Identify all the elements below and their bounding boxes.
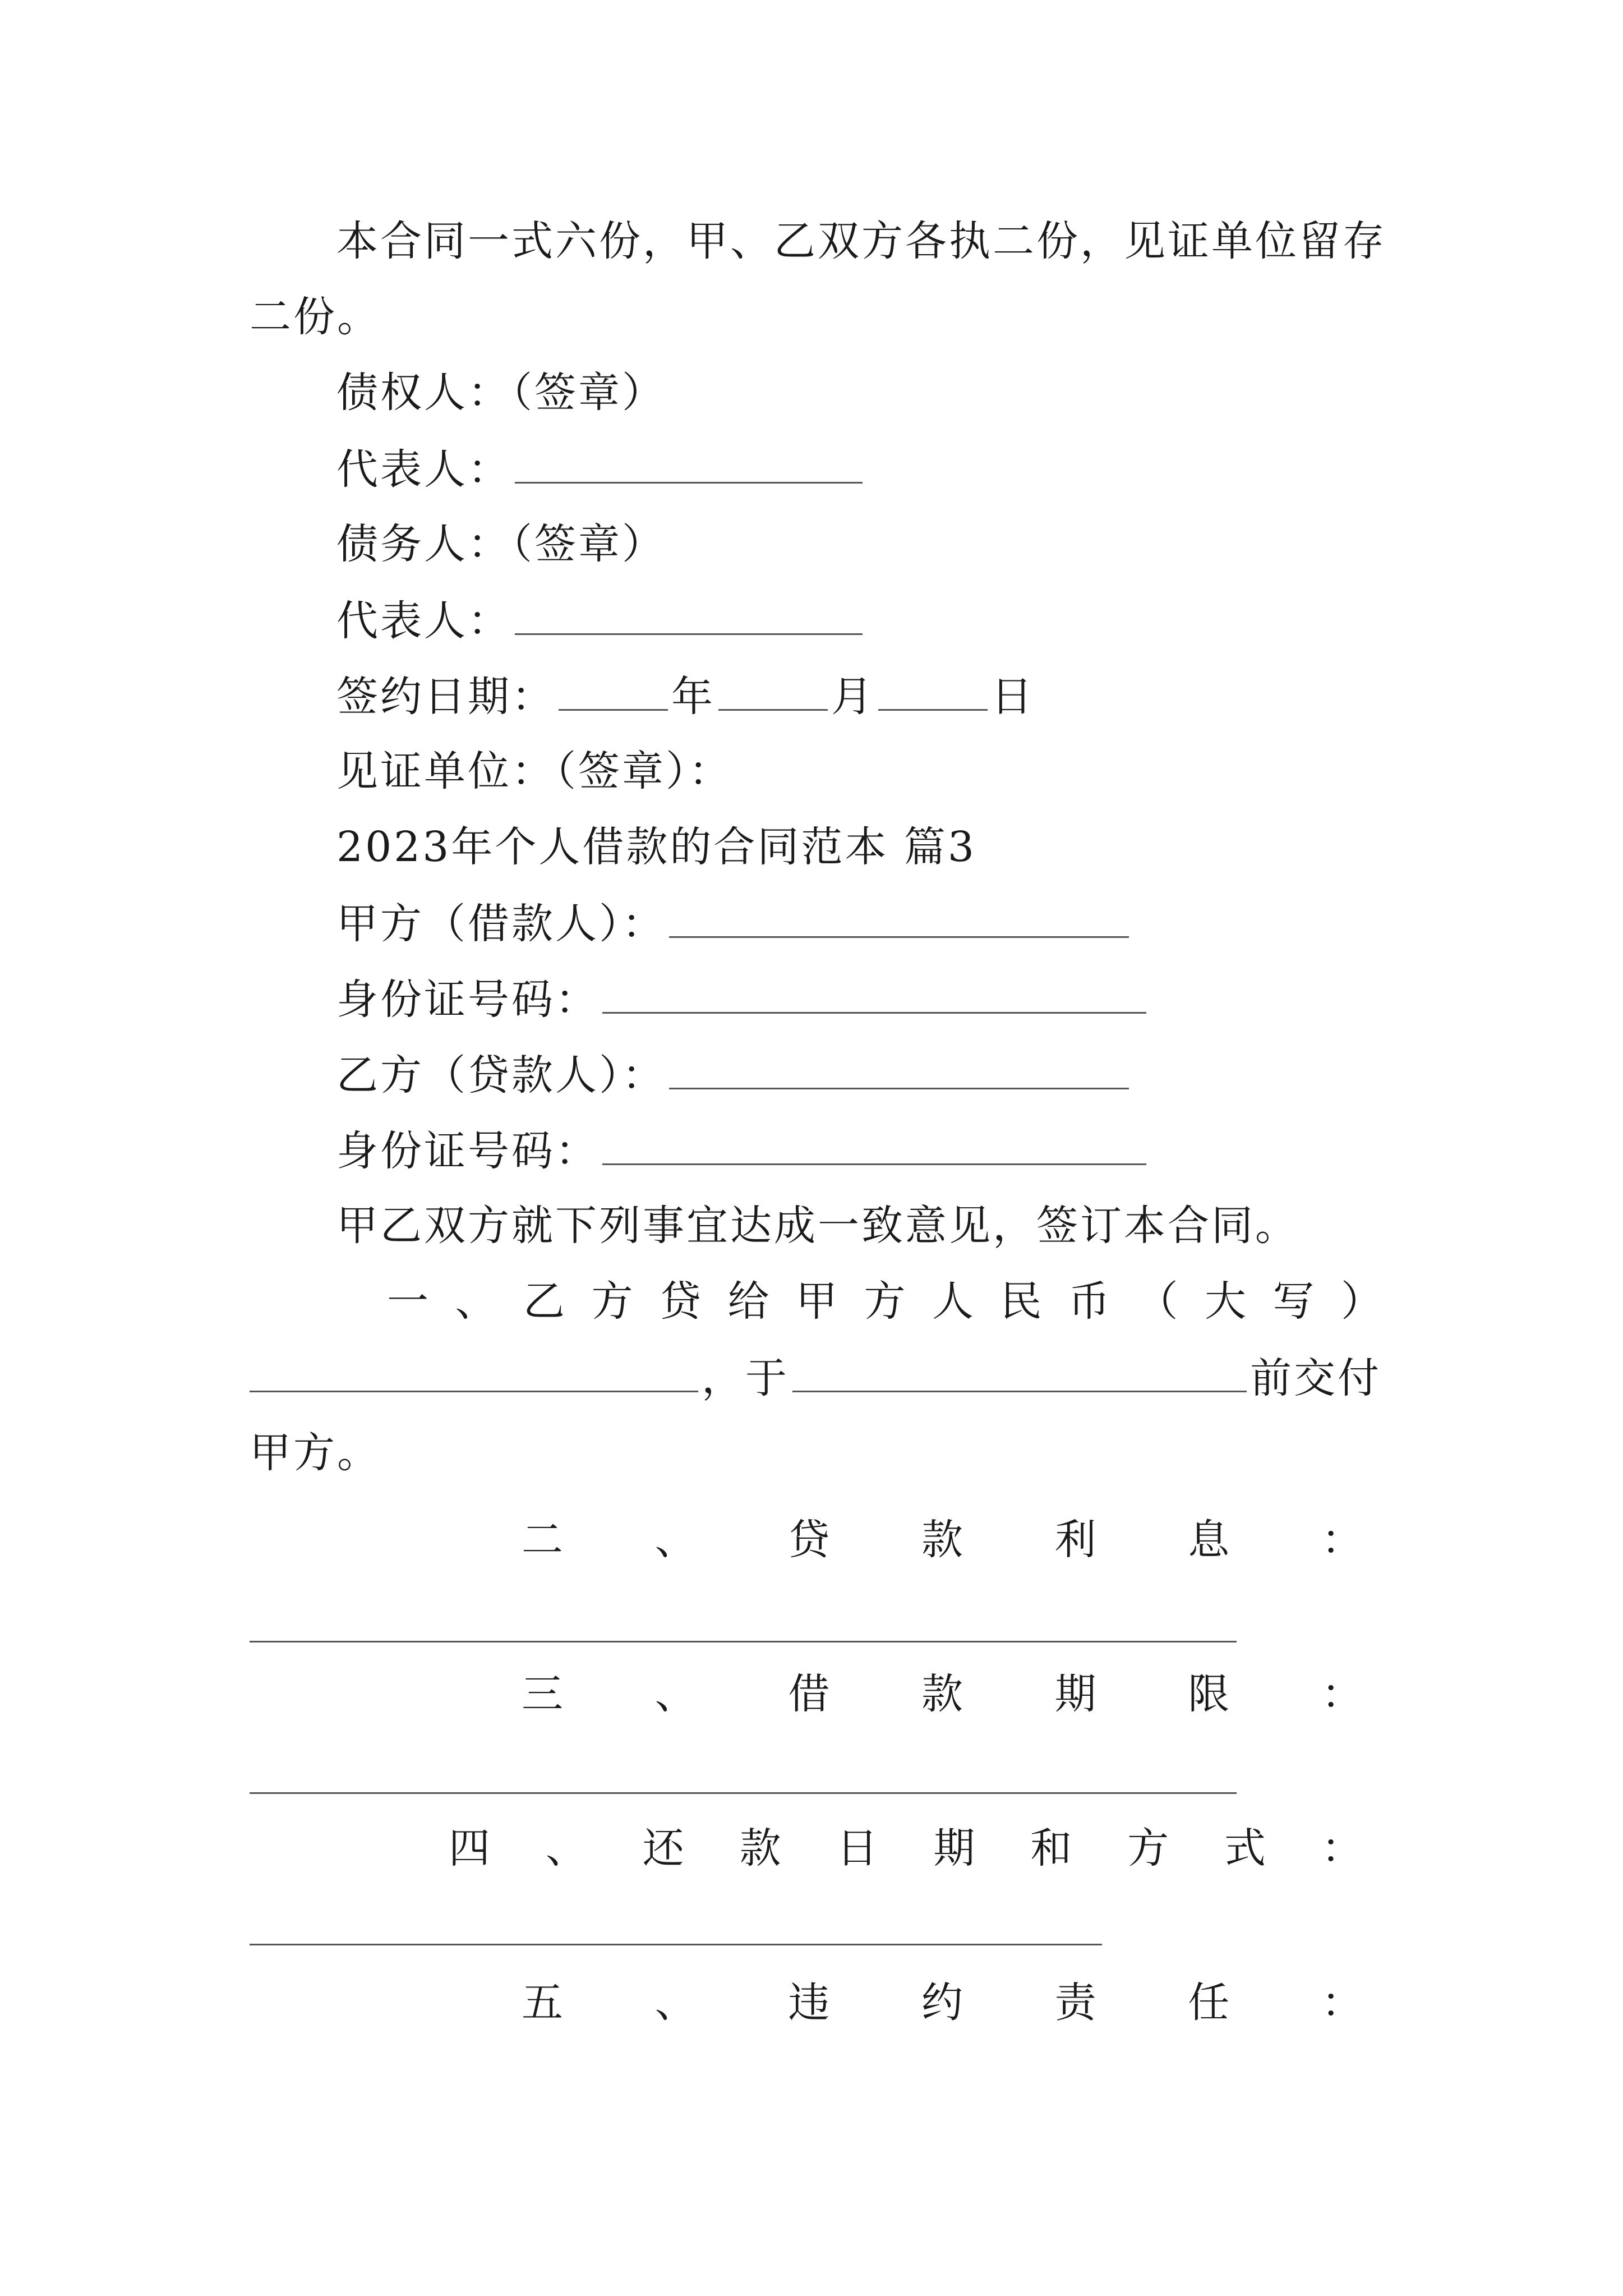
id-a-line [336,970,1150,1028]
clause-2-char: 二 [522,1516,563,1564]
clause-2-heading [522,1512,1363,1568]
clause-4-char: 期 [933,1824,975,1872]
clause-1-char: 民 [1000,1277,1042,1326]
id-a-blank [602,970,1146,1014]
clause-4-blank [250,1944,1102,1945]
clause-5-char: 违 [788,1978,830,2027]
clause-2-blank [250,1641,1237,1642]
clause-1-char: 写 [1272,1277,1315,1326]
clause-5-char: ： [1321,1978,1363,2027]
debtor-rep-label: 代表人： [336,597,511,645]
party-b-line [336,1046,1132,1103]
clause-1-char: 人 [932,1277,974,1326]
party-b-blank [669,1046,1129,1089]
party-a-blank [669,895,1129,938]
clause-5-char: 五 [522,1978,563,2027]
clause-4-char: 、 [545,1824,587,1872]
clause-2-char: ： [1321,1516,1363,1564]
clause-4-heading [449,1820,1363,1876]
party-a-line [336,895,1132,952]
clause-1-before: 前交付 [1250,1354,1381,1402]
clause-1-line-1 [387,1273,1382,1329]
clause-4-char: ： [1321,1824,1363,1872]
year-label: 年 [671,673,715,721]
party-a-label: 甲方（借款人）： [336,900,666,948]
debtor-representative [336,592,866,649]
clause-1-char: 、 [455,1277,497,1326]
clause-1-char: 贷 [660,1277,701,1326]
clause-1-char: 方 [864,1277,906,1326]
clause-1-char: 给 [727,1277,769,1326]
month-blank [718,668,828,711]
creditor-rep-blank [515,440,863,484]
clause-4-char: 式 [1224,1824,1266,1872]
sign-date [336,668,1035,725]
id-a-label: 身份证号码： [336,976,599,1024]
clause-5-char: 、 [654,1978,697,2027]
clause-5-heading [522,1975,1363,2031]
clause-4-char: 和 [1030,1824,1072,1872]
clause-2-char: 贷 [788,1516,830,1564]
clause-1-line-3: 甲方。 [250,1429,381,1477]
clause-2-char: 、 [654,1516,697,1564]
clause-1-char: ） [1341,1277,1382,1326]
clause-3-char: 借 [788,1670,830,1718]
clause-2-char: 款 [921,1516,963,1564]
debtor-rep-blank [515,592,863,635]
clause-1-char: 一 [387,1277,428,1326]
clause-3-heading [522,1666,1363,1722]
section-heading: 2023年个人借款的合同范本 篇3 [336,823,976,871]
creditor-representative [336,440,866,498]
year-blank [559,668,668,711]
date-blank [792,1349,1247,1392]
id-b-line [336,1122,1150,1179]
clause-3-char: 期 [1054,1670,1096,1718]
clause-4-char: 四 [449,1824,490,1872]
clause-4-char: 还 [642,1824,684,1872]
clause-3-char: 、 [654,1670,697,1718]
clause-1-char: 方 [591,1277,633,1326]
clause-4-char: 方 [1127,1824,1169,1872]
party-b-label: 乙方（贷款人）： [336,1051,666,1099]
clause-1-line-2 [250,1349,1381,1406]
amount-blank [250,1349,698,1392]
clause-4-char: 日 [836,1824,878,1872]
clause-4-char: 款 [739,1824,781,1872]
clause-2-char: 息 [1188,1516,1230,1564]
sign-date-label: 签约日期： [336,673,555,721]
debtor-signature: 债务人：（签章） [336,520,666,568]
agreement-line: 甲乙双方就下列事宜达成一致意见，签订本合同。 [336,1202,1299,1250]
clause-2-char: 利 [1054,1516,1096,1564]
clause-1-char: 大 [1205,1277,1246,1326]
day-label: 日 [991,673,1035,721]
month-label: 月 [831,673,875,721]
clause-3-char: 三 [522,1670,563,1718]
clause-3-blank [250,1792,1237,1794]
clause-5-char: 责 [1054,1978,1096,2027]
clause-1-char: 币 [1068,1277,1110,1326]
copies-line-2: 二份。 [250,293,381,341]
clause-3-char: ： [1321,1670,1363,1718]
clause-3-char: 限 [1188,1670,1230,1718]
id-b-blank [602,1122,1146,1165]
clause-1-comma-yu: ，于 [702,1354,789,1402]
witness-signature: 见证单位：（签章）： [336,747,732,795]
creditor-rep-label: 代表人： [336,445,511,494]
id-b-label: 身份证号码： [336,1127,599,1175]
clause-1-char: （ [1136,1277,1178,1326]
copies-line-1: 本合同一式六份，甲、乙双方各执二份，见证单位留存 [336,217,1386,265]
clause-5-char: 约 [921,1978,963,2027]
clause-1-char: 乙 [523,1277,565,1326]
creditor-signature: 债权人：（签章） [336,369,666,417]
clause-3-char: 款 [921,1670,963,1718]
day-blank [878,668,988,711]
clause-1-char: 甲 [796,1277,837,1326]
clause-5-char: 任 [1188,1978,1230,2027]
